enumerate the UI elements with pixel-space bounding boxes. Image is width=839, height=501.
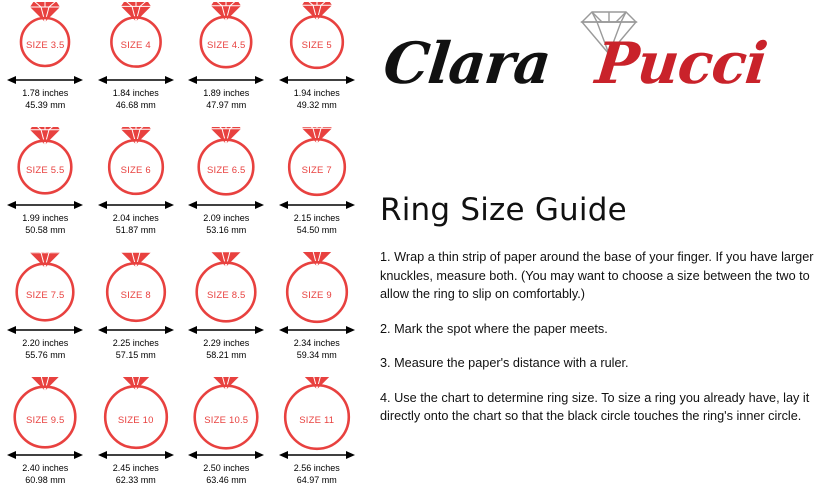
- ring-shape-icon: [91, 252, 181, 326]
- ring-illustration: [181, 250, 272, 328]
- ring-illustration: [0, 375, 91, 453]
- guide-panel: [374, 0, 839, 501]
- ring-shape-icon: [0, 2, 90, 76]
- ring-size-label: SIZE 6.5: [206, 165, 246, 176]
- guide-step: 4. Use the chart to determine ring size. To size a ring you already have, lay it directly onto the chart so that the black circle touches the ring's inner circle.: [380, 390, 810, 423]
- ring-size-cell: [181, 0, 272, 125]
- ring-measurement: [272, 213, 363, 236]
- ring-size-label: SIZE 4.5: [206, 40, 246, 51]
- ring-size-cell: [0, 0, 91, 125]
- guide-steps: [380, 248, 830, 442]
- guide-step: 3. Measure the paper's distance with a ruler.: [380, 356, 629, 370]
- ring-size-label: SIZE 11: [299, 415, 335, 426]
- ring-size-cell: [0, 250, 91, 375]
- ring-size-cell: [91, 375, 182, 500]
- measurement-mm: 60.98 mm: [25, 474, 66, 485]
- brand-name-clara: Clara: [380, 30, 554, 97]
- measurement-arrow-icon: [7, 448, 83, 460]
- ring-measurement: [91, 338, 182, 361]
- measurement-mm: 62.33 mm: [115, 474, 156, 485]
- ring-size-label: SIZE 3.5: [25, 40, 65, 51]
- ring-illustration: [272, 375, 363, 453]
- measurement-inches: 2.25 inches: [112, 338, 159, 348]
- measurement-inches: 2.04 inches: [112, 213, 159, 223]
- ring-size-label: SIZE 7: [301, 165, 332, 176]
- ring-shape-icon: [181, 252, 271, 326]
- measurement-arrow-icon: [188, 73, 264, 85]
- measurement-inches: 2.09 inches: [203, 213, 250, 223]
- brand-name-pucci: Pucci: [592, 30, 770, 97]
- measurement-arrow-icon: [188, 198, 264, 210]
- ring-measurement: [272, 338, 363, 361]
- measurement-mm: 47.97 mm: [206, 99, 247, 110]
- ring-measurement: [272, 463, 363, 486]
- measurement-arrow-icon: [7, 323, 83, 335]
- ring-measurement: [0, 88, 91, 111]
- ring-size-cell: [272, 375, 363, 500]
- ring-illustration: [272, 250, 363, 328]
- measurement-arrow-icon: [188, 323, 264, 335]
- ring-measurement: [181, 213, 272, 236]
- ring-measurement: [181, 338, 272, 361]
- ring-measurement: [91, 463, 182, 486]
- ring-size-label: SIZE 9.5: [25, 415, 65, 426]
- measurement-mm: 53.16 mm: [206, 224, 247, 235]
- brand-logo: [374, 4, 839, 106]
- measurement-inches: 2.50 inches: [203, 463, 250, 473]
- ring-size-cell: [0, 125, 91, 250]
- guide-step: 1. Wrap a thin strip of paper around the base of your finger. If you have larger knuckles, measure both. (You may want to choose a size between the two to allow the ring to slip on comfortably.): [380, 250, 814, 301]
- measurement-inches: 1.78 inches: [22, 88, 69, 98]
- ring-illustration: [91, 125, 182, 203]
- measurement-arrow-icon: [188, 448, 264, 460]
- ring-size-label: SIZE 5: [301, 40, 332, 51]
- measurement-inches: 2.15 inches: [293, 213, 340, 223]
- ring-size-cell: [0, 375, 91, 500]
- ring-shape-icon: [181, 2, 271, 76]
- ring-size-cell: [181, 250, 272, 375]
- measurement-mm: 55.76 mm: [25, 349, 66, 360]
- ring-illustration: [0, 250, 91, 328]
- ring-shape-icon: [0, 377, 90, 451]
- ring-shape-icon: [91, 377, 181, 451]
- ring-measurement: [91, 88, 182, 111]
- ring-illustration: [91, 375, 182, 453]
- ring-illustration: [181, 0, 272, 78]
- ring-measurement: [0, 213, 91, 236]
- ring-illustration: [181, 375, 272, 453]
- measurement-arrow-icon: [98, 448, 174, 460]
- ring-shape-icon: [272, 2, 362, 76]
- ring-measurement: [91, 213, 182, 236]
- measurement-inches: 1.99 inches: [22, 213, 69, 223]
- ring-shape-icon: [272, 377, 362, 451]
- measurement-mm: 58.21 mm: [206, 349, 247, 360]
- measurement-arrow-icon: [279, 448, 355, 460]
- ring-size-label: SIZE 5.5: [25, 165, 65, 176]
- ring-measurement: [0, 338, 91, 361]
- ring-size-cell: [272, 250, 363, 375]
- measurement-mm: 46.68 mm: [115, 99, 156, 110]
- ring-size-cell: [272, 125, 363, 250]
- ring-illustration: [272, 0, 363, 78]
- measurement-inches: 2.34 inches: [293, 338, 340, 348]
- ring-shape-icon: [181, 377, 271, 451]
- measurement-arrow-icon: [7, 73, 83, 85]
- ring-size-cell: [181, 125, 272, 250]
- measurement-mm: 51.87 mm: [115, 224, 156, 235]
- measurement-arrow-icon: [279, 323, 355, 335]
- ring-illustration: [91, 250, 182, 328]
- ring-size-label: SIZE 6: [120, 165, 151, 176]
- measurement-arrow-icon: [98, 323, 174, 335]
- measurement-mm: 64.97 mm: [296, 474, 337, 485]
- ring-shape-icon: [91, 2, 181, 76]
- ring-size-label: SIZE 4: [120, 40, 151, 51]
- ring-size-cell: [272, 0, 363, 125]
- measurement-mm: 63.46 mm: [206, 474, 247, 485]
- ring-shape-icon: [181, 127, 271, 201]
- ring-size-cell: [91, 125, 182, 250]
- measurement-arrow-icon: [279, 73, 355, 85]
- measurement-mm: 57.15 mm: [115, 349, 156, 360]
- ring-measurement: [181, 463, 272, 486]
- measurement-arrow-icon: [98, 73, 174, 85]
- ring-size-label: SIZE 10.5: [204, 415, 249, 426]
- ring-size-label: SIZE 10: [117, 415, 154, 426]
- ring-illustration: [0, 125, 91, 203]
- measurement-inches: 1.89 inches: [203, 88, 250, 98]
- ring-shape-icon: [0, 127, 90, 201]
- measurement-mm: 54.50 mm: [296, 224, 337, 235]
- ring-illustration: [181, 125, 272, 203]
- measurement-arrow-icon: [98, 198, 174, 210]
- measurement-inches: 2.29 inches: [203, 338, 250, 348]
- ring-size-label: SIZE 8.5: [206, 290, 246, 301]
- measurement-inches: 2.56 inches: [293, 463, 340, 473]
- ring-illustration: [91, 0, 182, 78]
- ring-shape-icon: [272, 252, 362, 326]
- ring-size-cell: [91, 250, 182, 375]
- measurement-inches: 2.45 inches: [112, 463, 159, 473]
- measurement-inches: 2.40 inches: [22, 463, 69, 473]
- measurement-mm: 49.32 mm: [296, 99, 337, 110]
- ring-illustration: [272, 125, 363, 203]
- measurement-mm: 45.39 mm: [25, 99, 66, 110]
- ring-size-cell: [181, 375, 272, 500]
- ring-size-label: SIZE 8: [120, 290, 151, 301]
- measurement-mm: 50.58 mm: [25, 224, 66, 235]
- ring-shape-icon: [0, 252, 90, 326]
- measurement-mm: 59.34 mm: [296, 349, 337, 360]
- ring-shape-icon: [272, 127, 362, 201]
- measurement-arrow-icon: [7, 198, 83, 210]
- ring-shape-icon: [91, 127, 181, 201]
- ring-illustration: [0, 0, 91, 78]
- ring-size-label: SIZE 9: [301, 290, 332, 301]
- ring-measurement: [0, 463, 91, 486]
- guide-step: 2. Mark the spot where the paper meets.: [380, 321, 608, 336]
- ring-size-chart: [0, 0, 362, 501]
- measurement-inches: 2.20 inches: [22, 338, 69, 348]
- ring-size-cell: [91, 0, 182, 125]
- measurement-arrow-icon: [279, 198, 355, 210]
- ring-measurement: [181, 88, 272, 111]
- measurement-inches: 1.94 inches: [293, 88, 340, 98]
- page-title: Ring Size Guide: [380, 192, 627, 228]
- ring-size-label: SIZE 7.5: [25, 290, 65, 301]
- ring-measurement: [272, 88, 363, 111]
- measurement-inches: 1.84 inches: [112, 88, 159, 98]
